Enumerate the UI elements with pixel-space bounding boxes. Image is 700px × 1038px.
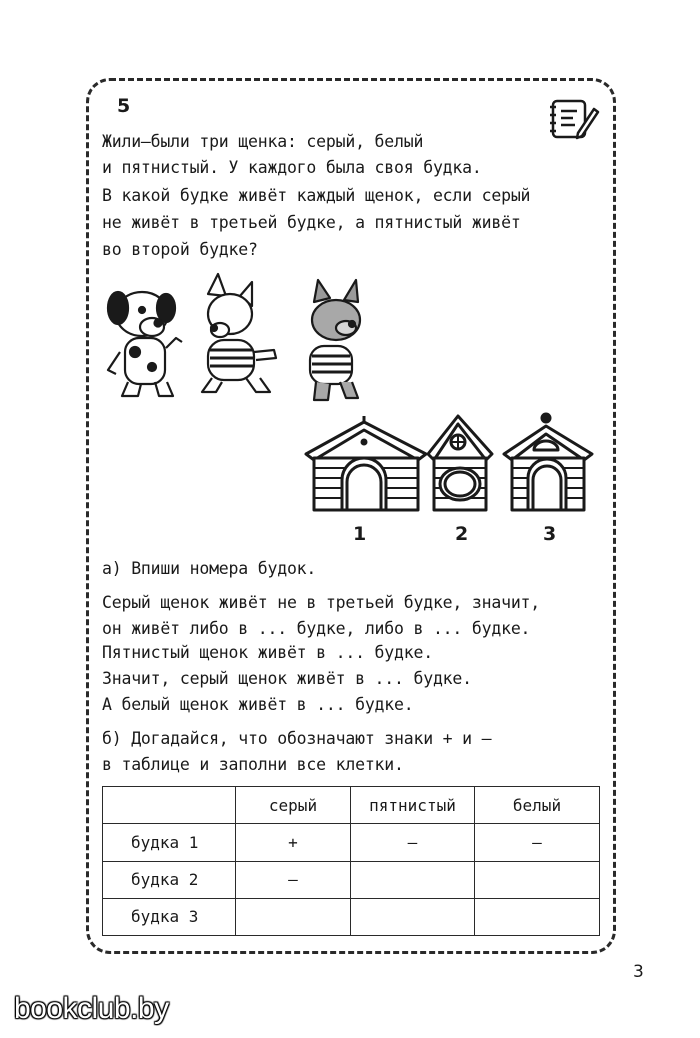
part-a-line-1: Серый щенок живёт не в третьей будке, значит, (102, 593, 541, 612)
table-row (103, 861, 600, 898)
part-b-line-2: в таблице и заполни все клетки. (102, 755, 404, 774)
dog-house-3 (504, 414, 592, 510)
table-header-row (103, 787, 600, 824)
table-row (103, 898, 600, 935)
white-puppy (202, 274, 276, 392)
row-label: будка 2 (103, 861, 236, 898)
table-cell[interactable]: – (351, 824, 475, 861)
house-number-2: 2 (455, 523, 469, 545)
watermark: bookclub.by (14, 992, 169, 1025)
answer-table (102, 786, 600, 936)
part-a-line-3: Пятнистый щенок живёт в ... будке. (102, 643, 433, 662)
table-cell[interactable] (236, 898, 351, 935)
part-a-heading: а) Впиши номера будок. (102, 559, 317, 578)
intro-line-5: во второй будке? (102, 240, 258, 259)
spotted-puppy (108, 292, 182, 396)
table-cell[interactable] (351, 898, 475, 935)
page-number: 3 (633, 962, 644, 982)
house-number-1: 1 (353, 523, 367, 545)
table-header-cell: пятнистый (351, 787, 475, 824)
intro-line-2: и пятнистый. У каждого была своя будка. (102, 158, 482, 177)
part-a-line-4: Значит, серый щенок живёт в ... будке. (102, 669, 472, 688)
dog-houses-illustration (300, 410, 600, 520)
table-cell[interactable]: + (236, 824, 351, 861)
table-cell[interactable]: – (475, 824, 600, 861)
table-cell[interactable] (351, 861, 475, 898)
puppies-illustration (100, 272, 380, 412)
table-header-cell: белый (475, 787, 600, 824)
row-label: будка 3 (103, 898, 236, 935)
intro-line-1: Жили–были три щенка: серый, белый (102, 132, 424, 151)
row-label: будка 1 (103, 824, 236, 861)
table-header-cell (103, 787, 236, 824)
part-b-line-1: б) Догадайся, что обозначают знаки + и – (102, 729, 492, 748)
dog-house-2 (428, 416, 492, 510)
dog-house-1 (306, 416, 426, 510)
intro-line-4: не живёт в третьей будке, а пятнистый живёт (102, 213, 521, 232)
table-cell[interactable] (475, 898, 600, 935)
grey-puppy (310, 280, 360, 400)
notepad-pencil-icon (548, 95, 600, 143)
table-cell[interactable] (475, 861, 600, 898)
intro-line-3: В какой будке живёт каждый щенок, если серый (102, 186, 531, 205)
house-number-3: 3 (543, 523, 557, 545)
task-number: 5 (117, 95, 131, 117)
table-cell[interactable]: – (236, 861, 351, 898)
table-header-cell: серый (236, 787, 351, 824)
table-row (103, 824, 600, 861)
part-a-line-2: он живёт либо в ... будке, либо в ... будке. (102, 619, 531, 638)
part-a-line-5: А белый щенок живёт в ... будке. (102, 695, 414, 714)
